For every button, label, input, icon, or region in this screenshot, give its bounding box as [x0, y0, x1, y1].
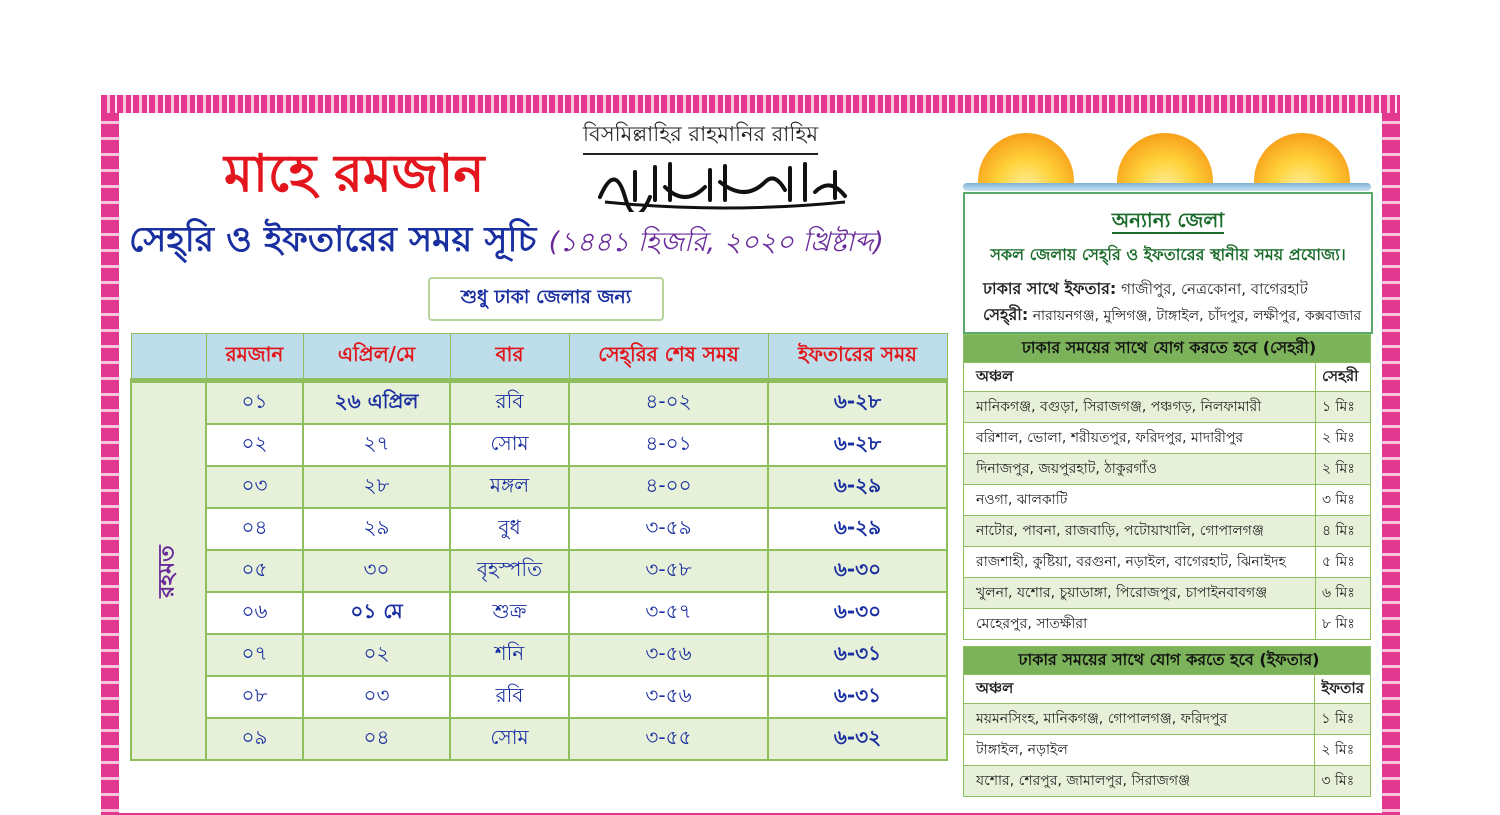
iftar-col-offset: ইফতার — [1315, 675, 1371, 704]
table-row — [131, 550, 947, 592]
region-cell: খুলনা, যশোর, চুয়াডাঙ্গা, পিরোজপুর, চাপাইনবাবগঞ্জ — [964, 578, 1316, 609]
offset-cell: ৩ মিঃ — [1315, 766, 1371, 797]
table-row — [131, 424, 947, 466]
sehri-time-cell: ৩-৫৬ — [569, 634, 768, 676]
col-day: বার — [450, 334, 569, 381]
iftar-same-label: ঢাকার সাথে ইফতার: — [983, 279, 1117, 298]
table-row — [964, 516, 1371, 547]
kalima-calligraphy — [595, 152, 855, 212]
ramadan-day-cell: ০৯ — [206, 718, 303, 760]
bismillah-text: বিসমিল্লাহির রাহমানির রাহিম — [583, 118, 818, 155]
iftar-col-region: অঞ্চল — [964, 675, 1315, 704]
offset-cell: ১ মিঃ — [1315, 704, 1371, 735]
region-cell: নাটোর, পাবনা, রাজবাড়ি, পটোয়াখালি, গোপালগঞ্জ — [964, 516, 1316, 547]
table-row — [131, 466, 947, 508]
col-ramadan: রমজান — [206, 334, 303, 381]
table-row — [964, 578, 1371, 609]
date-cell: ২৯ — [303, 508, 450, 550]
offset-cell: ২ মিঃ — [1316, 454, 1371, 485]
iftar-time-cell: ৬-২৮ — [768, 424, 947, 466]
region-cell: যশোর, শেরপুর, জামালপুর, সিরাজগঞ্জ — [964, 766, 1315, 797]
region-cell: ময়মনসিংহ, মানিকগঞ্জ, গোপালগঞ্জ, ফরিদপুর — [964, 704, 1315, 735]
weekday-cell: সোম — [450, 718, 569, 760]
sehri-time-cell: ৪-০২ — [569, 381, 768, 425]
ramadan-schedule-table — [130, 333, 948, 761]
other-districts-note: সকল জেলায় সেহ্‌রি ও ইফতারের স্থানীয় সময় প্রযোজ্য। — [990, 245, 1346, 264]
table-row — [964, 423, 1371, 454]
weekday-cell: শুক্র — [450, 592, 569, 634]
offset-cell: ৬ মিঃ — [1316, 578, 1371, 609]
sehri-same-value: নারায়নগঞ্জ, মুন্সিগঞ্জ, টাঙ্গাইল, চাঁদপুর, লক্ষীপুর, কক্সবাজার — [1032, 308, 1362, 324]
col-iftar: ইফতারের সময় — [768, 334, 947, 381]
weekday-cell: সোম — [450, 424, 569, 466]
table-row — [131, 676, 947, 718]
iftar-time-cell: ৬-৩১ — [768, 676, 947, 718]
date-cell: ০২ — [303, 634, 450, 676]
sehri-time-cell: ৩-৫৬ — [569, 676, 768, 718]
sehri-time-cell: ৩-৫৮ — [569, 550, 768, 592]
iftar-time-cell: ৬-৩০ — [768, 550, 947, 592]
offset-cell: ৮ মিঃ — [1316, 609, 1371, 640]
table-header-row — [131, 334, 947, 381]
ramadan-day-cell: ০৬ — [206, 592, 303, 634]
other-districts-box — [963, 192, 1373, 334]
offset-cell: ৩ মিঃ — [1316, 485, 1371, 516]
region-cell: মেহেরপুর, সাতক্ষীরা — [964, 609, 1316, 640]
table-row — [964, 454, 1371, 485]
sehri-col-region: অঞ্চল — [964, 363, 1316, 392]
ramadan-day-cell: ০৪ — [206, 508, 303, 550]
dhaka-only-label: শুধু ঢাকা জেলার জন্য — [428, 277, 664, 321]
region-cell: বরিশাল, ভোলা, শরীয়তপুর, ফরিদপুর, মাদারীপুর — [964, 423, 1316, 454]
weekday-cell: রবি — [450, 381, 569, 425]
weekday-cell: রবি — [450, 676, 569, 718]
table-row — [131, 508, 947, 550]
region-cell: নওগা, ঝালকাটি — [964, 485, 1316, 516]
table-row — [131, 592, 947, 634]
iftar-time-cell: ৬-২৯ — [768, 466, 947, 508]
ramadan-day-cell: ০৫ — [206, 550, 303, 592]
iftar-offset-table — [963, 646, 1371, 797]
table-row — [964, 735, 1371, 766]
offset-cell: ৫ মিঃ — [1316, 547, 1371, 578]
ramadan-day-cell: ০৭ — [206, 634, 303, 676]
table-row — [964, 766, 1371, 797]
region-cell: মানিকগঞ্জ, বগুড়া, সিরাজগঞ্জ, পঞ্চগড়, নিলফামারী — [964, 392, 1316, 423]
weekday-cell: বুধ — [450, 508, 569, 550]
date-cell: ০৩ — [303, 676, 450, 718]
table-row — [964, 485, 1371, 516]
table-row — [964, 392, 1371, 423]
iftar-time-cell: ৬-২৮ — [768, 381, 947, 425]
iftar-time-cell: ৬-৩০ — [768, 592, 947, 634]
col-sehri: সেহ্‌রির শেষ সময় — [569, 334, 768, 381]
iftar-time-cell: ৬-৩২ — [768, 718, 947, 760]
sehri-same-label: সেহ্‌রী: — [983, 305, 1029, 324]
ramadan-day-cell: ০৩ — [206, 466, 303, 508]
sehri-time-cell: ৩-৫৯ — [569, 508, 768, 550]
table-row — [964, 704, 1371, 735]
region-cell: দিনাজপুর, জয়পুরহাট, ঠাকুরগাঁও — [964, 454, 1316, 485]
sehri-time-cell: ৩-৫৭ — [569, 592, 768, 634]
region-cell: রাজশাহী, কুষ্টিয়া, বরগুনা, নড়াইল, বাগেরহাট, ঝিনাইদহ — [964, 547, 1316, 578]
iftar-same-value: গাজীপুর, নেত্রকোনা, বাগেরহাট — [1121, 280, 1308, 298]
rahmat-label: রহমত — [154, 544, 180, 598]
table-row — [964, 547, 1371, 578]
sehri-offset-title: ঢাকার সময়ের সাথে যোগ করতে হবে (সেহরী) — [964, 335, 1371, 363]
iftar-time-cell: ৬-৩১ — [768, 634, 947, 676]
ramadan-day-cell: ০৮ — [206, 676, 303, 718]
sehri-time-cell: ৪-০১ — [569, 424, 768, 466]
offset-cell: ৪ মিঃ — [1316, 516, 1371, 547]
iftar-time-cell: ৬-২৯ — [768, 508, 947, 550]
date-cell: ৩০ — [303, 550, 450, 592]
date-cell: ২৬ এপ্রিল — [303, 381, 450, 425]
ramadan-day-cell: ০১ — [206, 381, 303, 425]
page-title: মাহে রমজান — [224, 144, 485, 204]
sehri-offset-table — [963, 334, 1371, 640]
offset-cell: ২ মিঃ — [1316, 423, 1371, 454]
date-cell: ২৭ — [303, 424, 450, 466]
date-cell: ০৪ — [303, 718, 450, 760]
schedule-subtitle: সেহ্‌রি ও ইফতারের সময় সূচি (১৪৪১ হিজরি, ২০২০ খ্রিষ্টাব্দ) — [129, 220, 884, 260]
sehri-time-cell: ৪-০০ — [569, 466, 768, 508]
offset-cell: ২ মিঃ — [1315, 735, 1371, 766]
offset-cell: ১ মিঃ — [1316, 392, 1371, 423]
weekday-cell: মঙ্গল — [450, 466, 569, 508]
table-row — [131, 634, 947, 676]
sehri-time-cell: ৩-৫৫ — [569, 718, 768, 760]
table-row — [131, 718, 947, 760]
iftar-offset-title: ঢাকার সময়ের সাথে যোগ করতে হবে (ইফতার) — [964, 647, 1371, 675]
table-row — [964, 609, 1371, 640]
col-date: এপ্রিল/মে — [303, 334, 450, 381]
date-cell: ০১ মে — [303, 592, 450, 634]
weekday-cell: শনি — [450, 634, 569, 676]
sehri-col-offset: সেহরী — [1316, 363, 1371, 392]
other-districts-title: অন্যান্য জেলা — [1111, 208, 1225, 232]
ramadan-day-cell: ০২ — [206, 424, 303, 466]
date-cell: ২৮ — [303, 466, 450, 508]
table-row — [131, 381, 947, 425]
hijri-year: (১৪৪১ হিজরি, ২০২০ খ্রিষ্টাব্দ) — [548, 227, 884, 258]
weekday-cell: বৃহস্পতি — [450, 550, 569, 592]
region-cell: টাঙ্গাইল, নড়াইল — [964, 735, 1315, 766]
